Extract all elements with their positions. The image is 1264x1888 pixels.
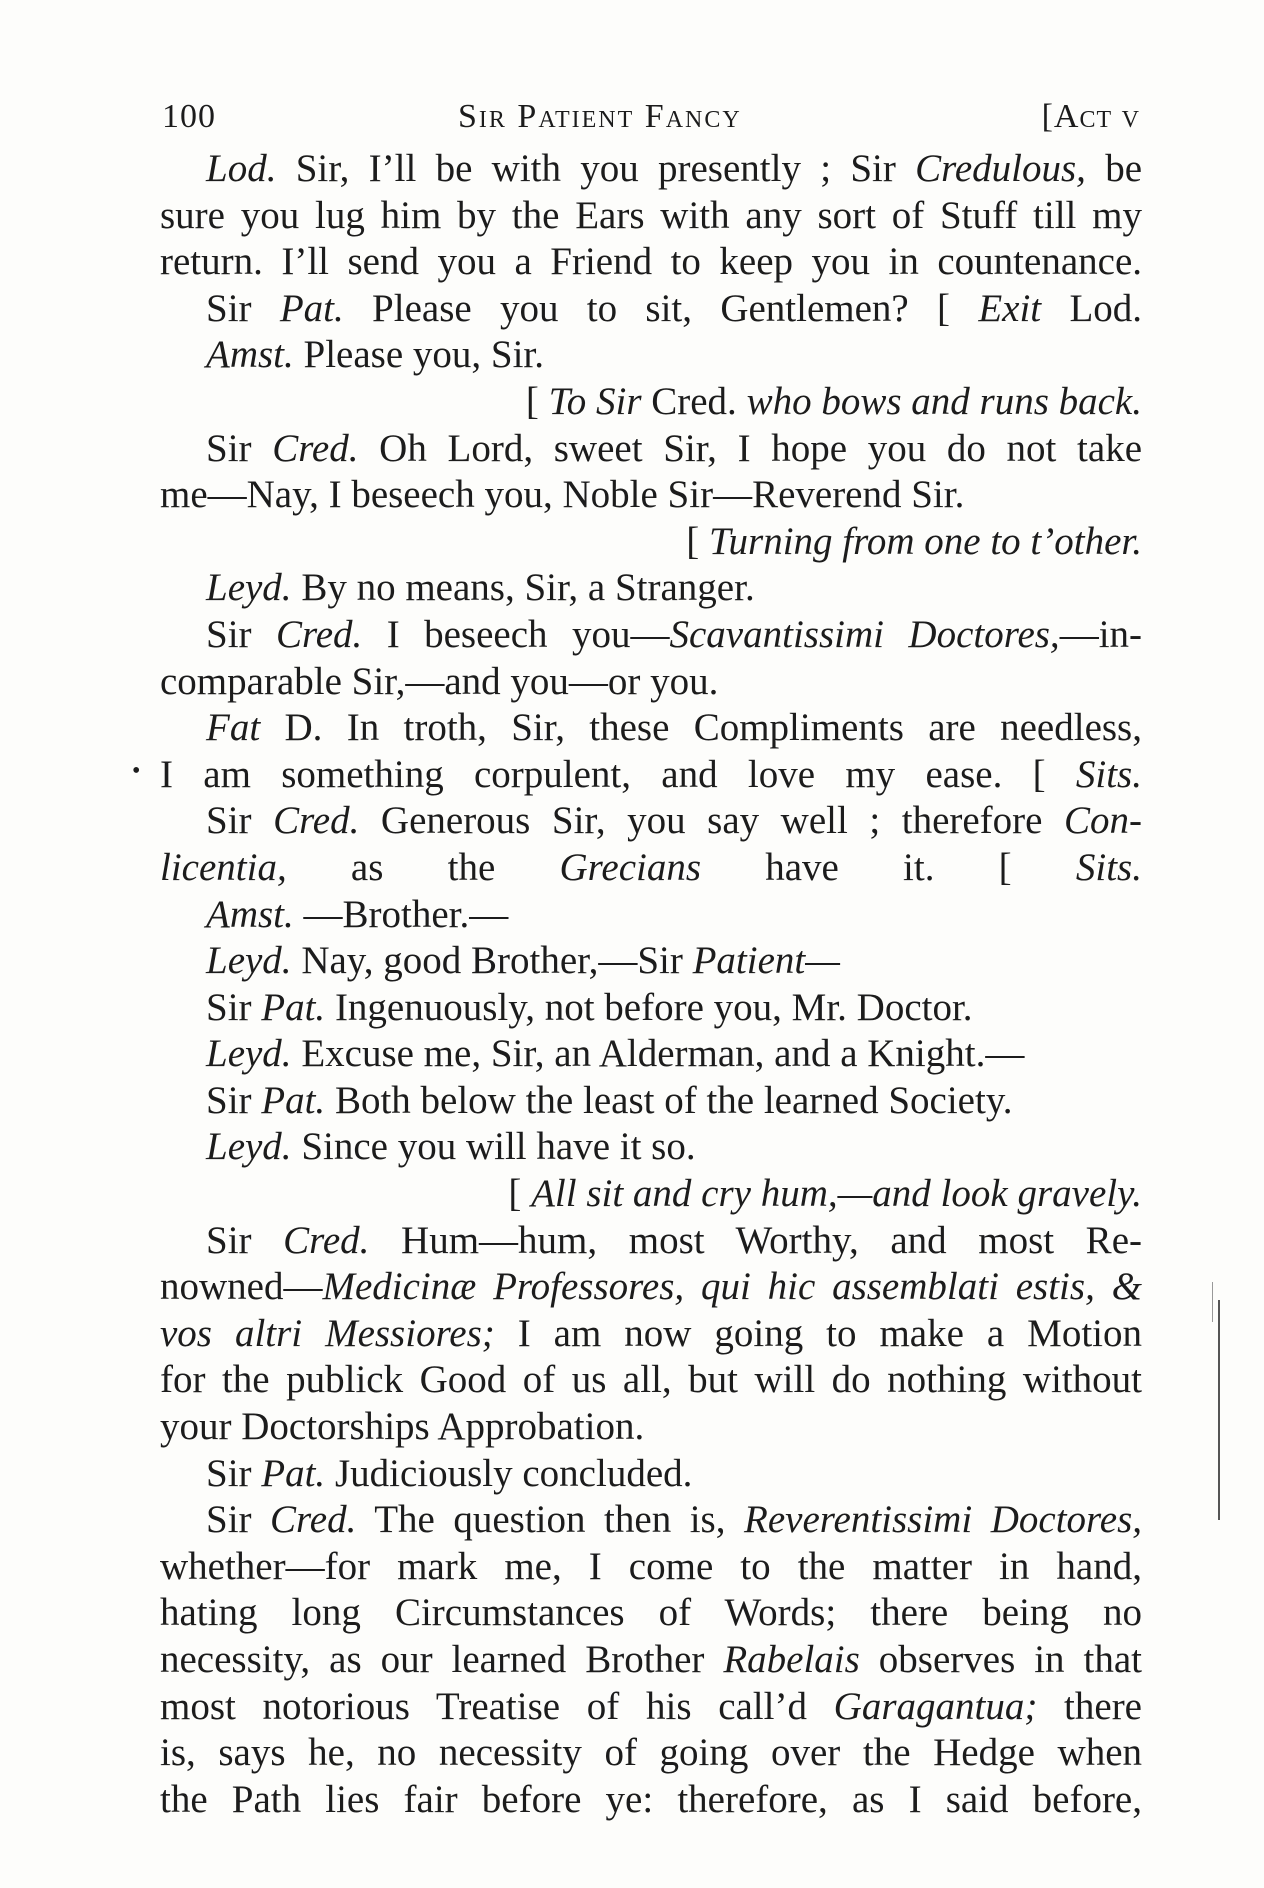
text-line	[160, 146, 1142, 193]
text-line	[160, 1544, 1142, 1591]
text-run: Sir, I’ll be with you presently ; Sir	[276, 147, 916, 190]
text-line	[160, 1404, 1142, 1451]
text-line	[160, 472, 1142, 519]
italic-run: Leyd.	[206, 939, 292, 983]
italic-run: Credulous,	[915, 147, 1086, 190]
text-run: I am now going to make a Motion	[494, 1311, 1142, 1355]
italic-run: All sit and cry hum,—and look gravely.	[531, 1172, 1142, 1216]
text-run: [	[508, 1172, 532, 1216]
page-number: 100	[162, 98, 216, 135]
text-line	[160, 1078, 1142, 1125]
text-run: Hum—hum, most Worthy, and most Re-	[369, 1218, 1142, 1262]
text-line	[160, 239, 1142, 286]
italic-run: Rabelais	[723, 1638, 860, 1681]
text-run: Sir	[206, 612, 276, 656]
text-run: most notorious Treatise of his call’d	[160, 1684, 834, 1728]
text-run: whether—for mark me, I come to the matter in hand,	[160, 1544, 1142, 1588]
text-run: Since you will have it so.	[291, 1125, 696, 1169]
text-run: your Doctorships Approbation.	[160, 1405, 645, 1449]
italic-run: Pat.	[261, 1078, 326, 1122]
text-run: —in-	[1059, 612, 1142, 656]
text-line	[160, 379, 1142, 426]
text-run: nowned—	[160, 1265, 323, 1309]
page-body	[160, 146, 1142, 1823]
text-line	[160, 565, 1142, 612]
italic-run: Con-	[1064, 799, 1142, 843]
text-line	[160, 892, 1142, 939]
text-line	[160, 193, 1142, 240]
italic-run: Grecians	[559, 845, 702, 889]
text-line	[160, 1777, 1142, 1824]
running-header	[162, 92, 1140, 142]
italic-run: Lod.	[206, 147, 277, 190]
text-run: be	[1085, 147, 1142, 190]
text-line	[160, 1357, 1142, 1404]
text-run: Please you, Sir.	[293, 333, 544, 377]
text-run: Sir	[206, 1218, 284, 1262]
text-run: I beseech you—	[362, 612, 670, 656]
text-run: the Path lies fair before ye: therefore, as I said before,	[160, 1777, 1142, 1821]
italic-run: Medicinæ Professores, qui hic assemblati estis, &	[322, 1265, 1142, 1309]
text-line	[160, 659, 1142, 706]
text-line	[160, 1451, 1142, 1498]
text-run: necessity, as our learned Brother	[160, 1638, 724, 1681]
margin-rule	[1218, 1300, 1220, 1520]
text-run: Ingenuously, not before you, Mr. Doctor.	[325, 985, 973, 1029]
text-line	[160, 1171, 1142, 1218]
text-run: Both below the least of the learned Society.	[325, 1078, 1013, 1122]
text-run: Sir	[206, 985, 262, 1029]
italic-run: Turning from one to t’other.	[709, 519, 1142, 563]
act-indicator: [Act v	[1041, 98, 1140, 135]
text-run: The question then is,	[356, 1498, 745, 1542]
italic-run: Sits.	[1075, 845, 1142, 889]
text-line	[160, 845, 1142, 892]
italic-run: Sits.	[1075, 752, 1142, 796]
text-line	[160, 1218, 1142, 1265]
text-line	[160, 938, 1142, 985]
text-run: Please you to sit, Gentlemen? [	[343, 286, 979, 330]
margin-mark: •	[132, 758, 141, 784]
text-line	[160, 798, 1142, 845]
text-run: there	[1037, 1684, 1142, 1728]
text-line	[160, 1684, 1142, 1731]
text-line	[160, 1497, 1142, 1544]
text-run: Sir	[206, 1498, 271, 1542]
text-run: Cred.	[641, 379, 747, 423]
text-run: Judiciously concluded.	[325, 1451, 693, 1495]
italic-run: Scavantissimi Doctores,	[669, 612, 1060, 656]
text-run: for the publick Good of us all, but will do nothing without	[160, 1358, 1142, 1402]
text-line	[160, 752, 1142, 799]
text-line	[160, 705, 1142, 752]
text-line	[160, 985, 1142, 1032]
text-run: Sir	[206, 1078, 262, 1122]
text-run: hating long Circumstances of Words; there being no	[160, 1591, 1142, 1635]
text-run: have it. [	[701, 845, 1076, 889]
italic-run: Leyd.	[206, 1125, 292, 1169]
text-line	[160, 1311, 1142, 1358]
text-run: Sir	[206, 1451, 262, 1495]
text-line	[160, 1590, 1142, 1637]
text-run: Nay, good Brother,—Sir	[291, 939, 693, 983]
text-line	[160, 1637, 1142, 1684]
text-line	[160, 1124, 1142, 1171]
italic-run: Cred.	[270, 1498, 357, 1542]
text-run: Generous Sir, you say well ; therefore	[359, 799, 1064, 843]
italic-run: Pat.	[279, 286, 344, 330]
text-line	[160, 1730, 1142, 1777]
italic-run: Garagantua;	[833, 1684, 1038, 1728]
italic-run: Cred.	[283, 1218, 370, 1262]
running-title: Sir Patient Fancy	[458, 98, 742, 135]
italic-run: Pat.	[261, 985, 326, 1029]
text-run: comparable Sir,—and you—or you.	[160, 659, 719, 703]
italic-run: licentia,	[160, 845, 287, 889]
italic-run: vos altri Messiores;	[160, 1311, 495, 1355]
italic-run: Cred.	[275, 612, 363, 656]
text-run: sure you lug him by the Ears with any sort of Stuff till my	[160, 193, 1142, 237]
italic-run: Reverentissimi Doctores,	[744, 1498, 1142, 1542]
text-line	[160, 519, 1142, 566]
italic-run: Leyd.	[206, 1032, 292, 1076]
italic-run: Leyd.	[206, 566, 292, 610]
italic-run: Fat	[206, 706, 261, 750]
italic-run: Exit	[978, 286, 1042, 330]
text-run: return. I’ll send you a Friend to keep you in countenance.	[160, 240, 1142, 284]
text-run: is, says he, no necessity of going over the Hedge when	[160, 1731, 1142, 1775]
italic-run: Cred.	[272, 426, 359, 470]
text-line	[160, 286, 1142, 333]
text-line	[160, 332, 1142, 379]
text-run: D. In troth, Sir, these Compliments are needless,	[260, 706, 1142, 750]
text-run: Oh Lord, sweet Sir, I hope you do not take	[358, 426, 1142, 470]
italic-run: who bows and runs back.	[746, 379, 1142, 423]
text-run: [	[525, 379, 549, 423]
text-run: Sir	[206, 799, 274, 843]
text-line	[160, 1031, 1142, 1078]
italic-run: Patient—	[692, 939, 840, 983]
italic-run: Amst.	[206, 333, 294, 377]
text-run: Excuse me, Sir, an Alderman, and a Knight.—	[291, 1032, 1025, 1076]
text-run: I am something corpulent, and love my ease. [	[160, 752, 1076, 796]
text-run: Sir	[206, 286, 280, 330]
text-run: Lod.	[1041, 286, 1142, 330]
italic-run: Cred.	[273, 799, 360, 843]
text-run: observes in that	[859, 1638, 1142, 1681]
text-run: as the	[286, 845, 560, 889]
text-line	[160, 1264, 1142, 1311]
text-line	[160, 612, 1142, 659]
text-run: By no means, Sir, a Stranger.	[291, 566, 755, 610]
italic-run: To Sir	[548, 379, 642, 423]
text-line	[160, 426, 1142, 473]
italic-run: Amst.	[206, 892, 294, 936]
text-run: Sir	[206, 426, 273, 470]
text-run: me—Nay, I beseech you, Noble Sir—Reverend Sir.	[160, 473, 965, 517]
italic-run: Pat.	[261, 1451, 326, 1495]
margin-rule-faint	[1212, 1282, 1213, 1322]
text-run: [	[686, 519, 709, 563]
text-run: —Brother.—	[293, 892, 509, 936]
